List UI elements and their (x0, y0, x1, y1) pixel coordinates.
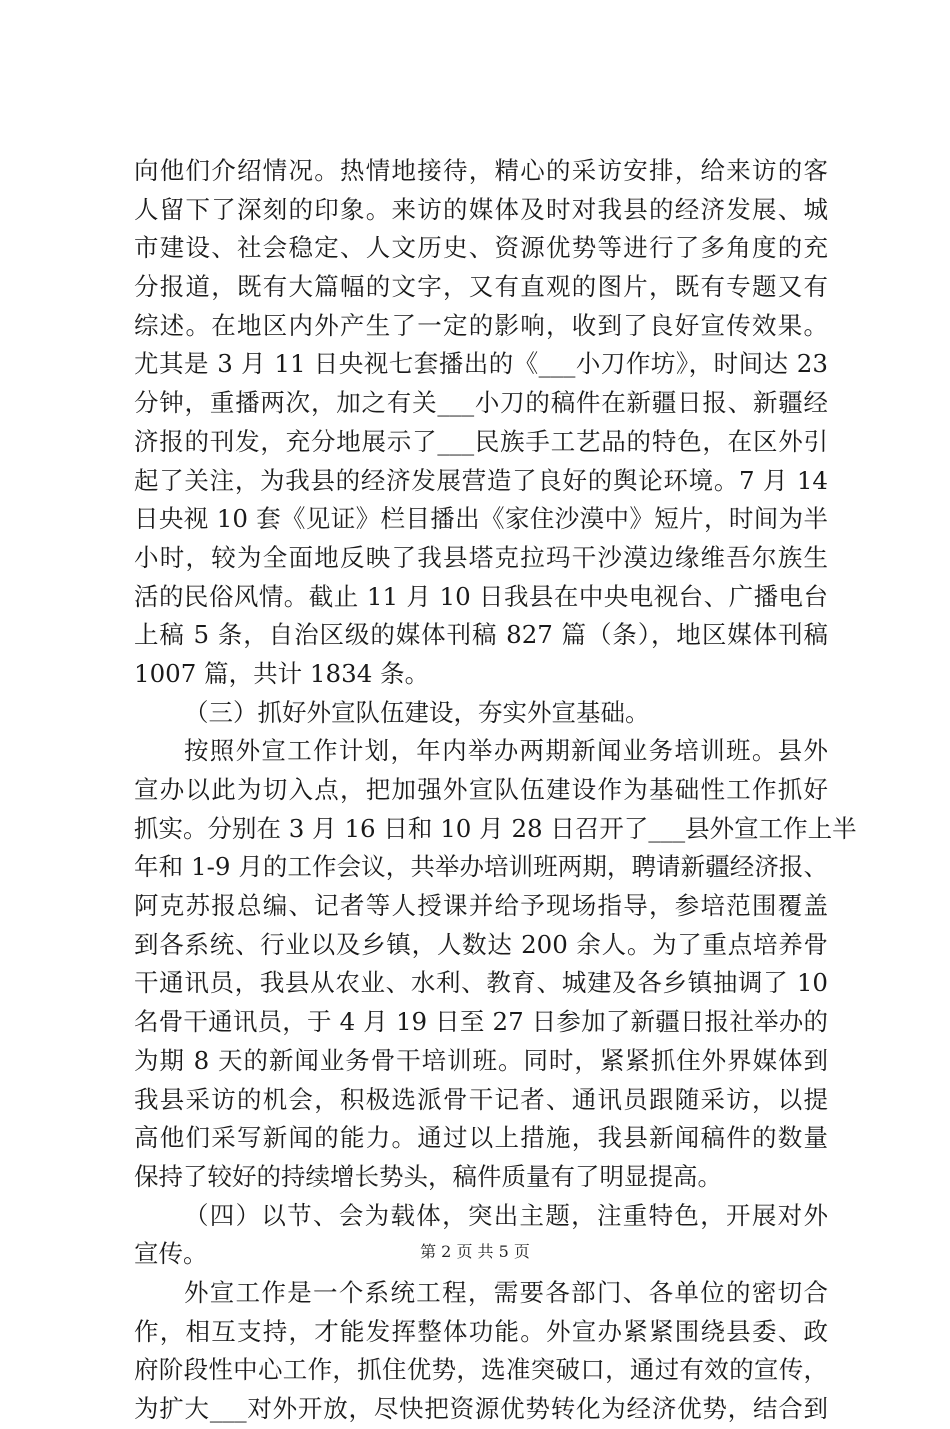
text-line: 名骨干通讯员，于 4 月 19 日至 27 日参加了新疆日报社举办的 (134, 1007, 828, 1037)
text-line: 尤其是 3 月 11 日央视七套播出的《___小刀作坊》，时间达 23 (134, 349, 828, 379)
text-line: 为扩大___对外开放，尽快把资源优势转化为经济优势，结合到 (134, 1394, 828, 1423)
text-line: 为期 8 天的新闻业务骨干培训班。同时，紧紧抓住外界媒体到 (134, 1045, 828, 1075)
text-line: 按照外宣工作计划，年内举办两期新闻业务培训班。县外 (184, 736, 828, 766)
text-line: 济报的刊发，充分地展示了___民族手工艺品的特色，在区外引 (134, 426, 828, 456)
text-line: 小时，较为全面地反映了我县塔克拉玛干沙漠边缘维吾尔族生 (134, 542, 828, 572)
text-line: 宣办以此为切入点，把加强外宣队伍建设作为基础性工作抓好 (134, 775, 828, 804)
text-line: 活的民俗风情。截止 11 月 10 日我县在中央电视台、广播电台 (134, 581, 828, 611)
text-line: 保持了较好的持续增长势头，稿件质量有了明显提高。 (134, 1161, 722, 1191)
text-line: 分钟，重播两次，加之有关___小刀的稿件在新疆日报、新疆经 (134, 388, 828, 418)
text-line: 市建设、社会稳定、人文历史、资源优势等进行了多角度的充 (134, 233, 828, 263)
text-line: 阿克苏报总编、记者等人授课并给予现场指导，参培范围覆盖 (134, 891, 828, 921)
text-line: （三）抓好外宣队伍建设，夯实外宣基础。 (184, 697, 650, 727)
text-line: 年和 1-9 月的工作会议，共举办培训班两期，聘请新疆经济报、 (134, 852, 828, 882)
text-line: 上稿 5 条，自治区级的媒体刊稿 827 篇（条），地区媒体刊稿 (134, 620, 828, 650)
document-body (134, 152, 857, 1429)
text-line: 1007 篇，共计 1834 条。 (134, 658, 430, 688)
text-line: 府阶段性中心工作，抓住优势，选准突破口，通过有效的宣传， (134, 1355, 828, 1385)
text-line: 向他们介绍情况。热情地接待，精心的采访安排，给来访的客 (134, 156, 828, 185)
text-line: 作，相互支持，才能发挥整体功能。外宣办紧紧围绕县委、政 (134, 1316, 828, 1346)
text-line: 干通讯员，我县从农业、水利、教育、城建及各乡镇抽调了 10 (134, 968, 828, 998)
text-line: 抓实。分别在 3 月 16 日和 10 月 28 日召开了___县外宣工作上半 (134, 813, 857, 843)
page-footer: 第 2 页 共 5 页 (420, 1242, 530, 1261)
text-line: 宣传。 (134, 1239, 208, 1269)
text-line: 人留下了深刻的印象。来访的媒体及时对我县的经济发展、城 (134, 194, 828, 224)
text-line: 外宣工作是一个系统工程，需要各部门、各单位的密切合 (184, 1277, 828, 1307)
text-line: 我县采访的机会，积极选派骨干记者、通讯员跟随采访，以提 (134, 1084, 828, 1114)
text-line: 到各系统、行业以及乡镇，人数达 200 余人。为了重点培养骨 (134, 929, 828, 959)
text-line: 分报道，既有大篇幅的文字，又有直观的图片，既有专题又有 (134, 272, 828, 302)
text-line: 日央视 10 套《见证》栏目播出《家住沙漠中》短片，时间为半 (134, 504, 828, 534)
text-line: （四）以节、会为载体，突出主题，注重特色，开展对外 (184, 1200, 828, 1230)
text-line: 起了关注，为我县的经济发展营造了良好的舆论环境。7 月 14 (134, 465, 828, 495)
text-line: 高他们采写新闻的能力。通过以上措施，我县新闻稿件的数量 (134, 1123, 828, 1153)
text-line: 综述。在地区内外产生了一定的影响，收到了良好宣传效果。 (134, 310, 828, 340)
